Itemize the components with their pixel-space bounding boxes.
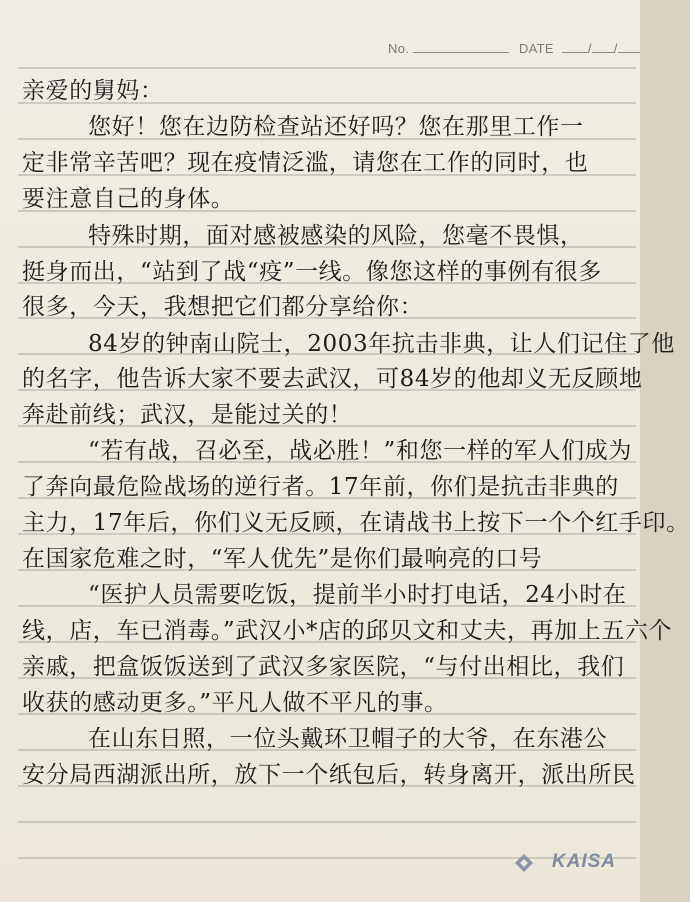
letter-line: 挺身而出，“站到了战“疫”一线。像您这样的事例有很多 bbox=[22, 259, 602, 285]
letter-line: 要注意自己的身体。 bbox=[22, 186, 235, 212]
letter-line: 线，店，车已消毒。”武汉小*店的邱贝文和丈夫，再加上五六个 bbox=[22, 618, 673, 644]
kaisa-logo: KAISA bbox=[551, 851, 616, 872]
letter-line: “医护人员需要吃饭，提前半小时打电话，24小时在 bbox=[88, 582, 627, 608]
letter-line: 在山东日照，一位头戴环卫帽子的大爷，在东港公 bbox=[88, 726, 608, 752]
letter-line: 定非常辛苦吧？现在疫情泛滥，请您在工作的同时，也 bbox=[22, 150, 589, 176]
letter-line: 主力，17年后，你们义无反顾，在请战书上按下一个个红手印。 bbox=[22, 510, 690, 536]
letter-line: “若有战，召必至，战必胜！”和您一样的军人们成为 bbox=[88, 438, 632, 464]
letter-line: 奔赴前线；武汉，是能过关的！ bbox=[22, 402, 353, 428]
letter-line: 收获的感动更多。”平凡人做不平凡的事。 bbox=[22, 690, 448, 716]
number-label: No. bbox=[388, 41, 410, 56]
letter-line: 亲戚，把盒饭饭送到了武汉多家医院，“与付出相比，我们 bbox=[22, 654, 625, 680]
date-label: DATE bbox=[518, 41, 554, 56]
letter-line: 84岁的钟南山院士，2003年抗击非典，让人们记住了他 bbox=[88, 331, 675, 357]
kaisa-logo-icon bbox=[513, 852, 535, 874]
letter-line: 安分局西湖派出所，放下一个纸包后，转身离开，派出所民 bbox=[22, 762, 636, 788]
page-header: No. DATE / / bbox=[388, 41, 640, 56]
letter-line: 特殊时期，面对感被感染的风险，您毫不畏惧， bbox=[88, 223, 584, 249]
letter-greeting: 亲爱的舅妈： bbox=[22, 78, 164, 104]
letter-line: 在国家危难之时，“军人优先”是你们最响亮的口号 bbox=[22, 546, 543, 572]
letter-line: 您好！您在边防检查站还好吗？您在那里工作一 bbox=[88, 114, 584, 140]
letter-line: 的名字，他告诉大家不要去武汉，可84岁的他却义无反顾地 bbox=[22, 366, 643, 392]
letter-line: 了奔向最危险战场的逆行者。17年前，你们是抗击非典的 bbox=[22, 474, 619, 500]
letter-line: 很多，今天，我想把它们都分享给你： bbox=[22, 294, 424, 320]
